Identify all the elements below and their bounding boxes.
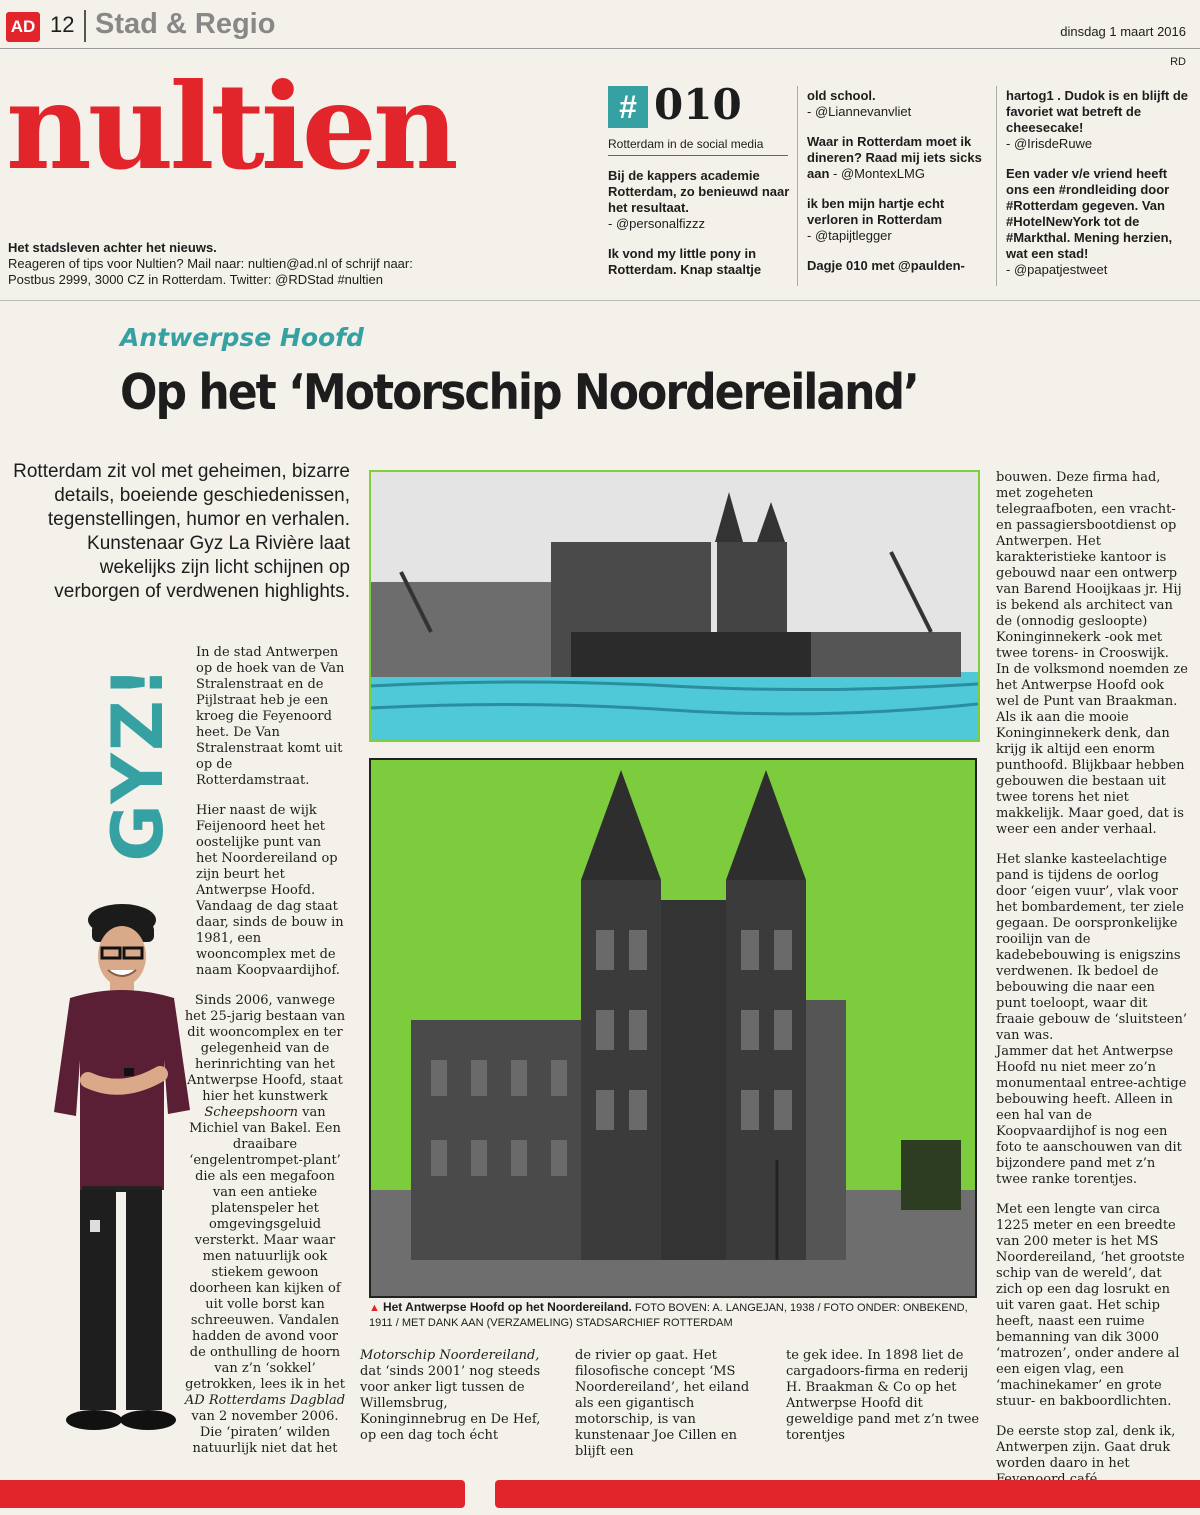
paragraph: In de volksmond noemden ze het Antwerpse Hoofd ook wel de Punt van Braakman. Als ik aan die mooie Koninginnekerk denk, dan krijg ik altijd een enorm punthoofd. Blijkbaar hebben gebouwen die bestaan uit twee torens het niet makkelijk. Maar goed, dat is weer een ander verhaal.: [996, 662, 1188, 837]
section-rule: [0, 300, 1200, 301]
social-rule: [608, 155, 788, 156]
paragraph: Jammer dat het Antwerpse Hoofd nu niet meer zo’n monumentaal entree-achtige bebouwing heeft. Alleen in een hal van de Koopvaardijhof is nog een foto te aanschouwen van dit bijzondere pand met z’n twee ranke torentjes.: [996, 1044, 1187, 1187]
section-title: Stad & Regio: [95, 8, 276, 40]
social-post: hartog1 . Dudok is en blijft de favoriet wat betreft de cheesecake! - @IrisdeRuwe: [1006, 88, 1189, 151]
header-rule: [0, 48, 1200, 49]
social-post: Bij de kappers academie Rotterdam, zo benieuwd naar het resultaat. - @personalfizzz: [608, 168, 790, 231]
article-column-2: [360, 1348, 556, 1458]
harbour-photo-1938: [369, 470, 980, 742]
footer-bar-left: [0, 1480, 465, 1508]
social-post: ik ben mijn hartje echt verloren in Rotterdam - @tapijtlegger: [807, 196, 945, 243]
social-number: 010: [654, 80, 742, 129]
article-column-1: [184, 645, 346, 1471]
social-column-1: [608, 168, 790, 292]
article-headline: Op het ‘Motorschip Noordereiland’: [120, 364, 918, 421]
article-kicker: Antwerpse Hoofd: [120, 323, 364, 352]
article-intro: Rotterdam zit vol met geheimen, bizarre details, boeiende geschiedenissen, tegenstellingen, humor en verhalen. Kunstenaar Gyz La Rivière laat wekelijks zijn licht schijnen op verborgen of verdwenen highlights.: [13, 461, 350, 602]
column-divider: [797, 86, 798, 286]
article-column-4: [786, 1348, 982, 1458]
paragraph: te gek idee. In 1898 liet de cargadoors-firma en rederij H. Braakman & Co op het Antwerpse Hoofd dit geweldige pand met z’n twee torentjes: [786, 1348, 980, 1443]
social-post: Dagje 010 met @paulden-: [807, 258, 965, 273]
social-post: Waar in Rotterdam moet ik dineren? Raad mij iets sicks aan - @MontexLMG: [807, 134, 982, 181]
column-divider: [996, 86, 997, 286]
author-portrait: [40, 890, 200, 1450]
article-column-3: [575, 1348, 771, 1474]
page-number: 12: [50, 12, 75, 37]
paragraph: Sinds 2006, vanwege het 25-jarig bestaan van dit wooncomplex en ter gelegenheid van de herinrichting van het Antwerpse Hoofd, staat hier het kunstwerk Scheepshoorn van Michiel van Bakel. Een draaibare ‘engelentrompet-plant’ die als een megafoon van een antieke platenspeler het omgevingsgeluid versterkt. Maar waar men natuurlijk ook stiekem gewoon doorheen kan kijken of uit volle borst kan schreeuwen. Vandalen hadden de avond voor de onthulling de hoorn van z’n ‘sokkel’ getrokken, lees ik in het AD Rotterdams Dagblad van 2 november 2006. Die ‘piraten’ wilden natuurlijk niet dat het: [184, 993, 346, 1456]
social-post: old school. - @Liannevanvliet: [807, 88, 912, 119]
footer-bar-right: [495, 1480, 1200, 1508]
edition-code: RD: [1170, 56, 1186, 68]
ad-logo: AD: [6, 12, 40, 42]
paragraph: Motorschip Noordereiland, dat ‘sinds 2001’ nog steeds voor anker ligt tussen de Willemsbrug, Koninginnebrug en De Hef, op een dag toch écht: [360, 1348, 541, 1443]
paragraph: De eerste stop zal, denk ik, Antwerpen zijn. Gaat druk worden daaro in het: [996, 1424, 1176, 1471]
paragraph: Hier naast de wijk Feijenoord heet het oostelijke punt van het Noordereiland op zijn beurt het Antwerpse Hoofd. Vandaag de dag staat daar, sinds de bouw in 1981, een wooncomplex met de naam Koopvaardijhof.: [196, 803, 344, 978]
social-column-3: [1006, 88, 1188, 292]
building-photo-1911: [369, 758, 977, 1298]
paragraph: de rivier op gaat. Het filosofische concept ‘MS Noordereiland’, het eiland als een gigantisch motorschip, is van kunstenaar Joe Cillen en blijft een: [575, 1348, 750, 1459]
issue-date: dinsdag 1 maart 2016: [1060, 24, 1186, 39]
paragraph: bouwen. Deze firma had, met zogeheten telegraafboten, een vracht- en passagiersbootdienst op Antwerpen. Het karakteristieke kantoor is gebouwd naar een ontwerp van Barend Hooijkaas jr. Hij is bekend als architect van de (onnodig gesloopte) Koninginnekerk -ook met twee torens- in Crooswijk.: [996, 470, 1182, 661]
header-divider: [84, 10, 86, 42]
masthead-contact: Reageren of tips voor Nultien? Mail naar: nultien@ad.nl of schrijf naar: Postbus 2999, 3000 CZ in Rotterdam. Twitter: @RDStad #nultien: [8, 256, 413, 287]
hashtag-icon: #: [608, 86, 648, 128]
paragraph: Het slanke kasteelachtige pand is tijdens de oorlog door ‘eigen vuur’, vlak voor het bombardement, ter ziele gegaan. De oorspronkelijke rooilijn van de kadebebouwing is enigszins verdwenen. Ik bedoel de bebouwing die naar een punt toeloopt, waar dit fraaie gebouw de ‘sluitsteen’ van was.: [996, 852, 1187, 1043]
social-column-2: [807, 88, 989, 288]
article-column-right: [996, 470, 1188, 1502]
social-subtitle: Rotterdam in de social media: [608, 137, 764, 151]
paragraph: In de stad Antwerpen op de hoek van de Van Stralenstraat en de Pijlstraat heb je een kroeg die Feyenoord heet. De Van Stralenstraat komt uit op de Rotterdamstraat.: [196, 645, 345, 788]
masthead-title: nultien: [6, 57, 455, 196]
caption-marker-icon: ▲: [369, 1302, 380, 1314]
author-badge: GYZ!: [97, 664, 179, 862]
masthead-tagline: Het stadsleven achter het nieuws.: [8, 240, 217, 255]
social-post: Een vader v/e vriend heeft ons een #rondleiding door #Rotterdam gegeven. Van #HotelNewYork tot de #Markthal. Mening herzien, wat een stad! - @papatjestweet: [1006, 166, 1173, 277]
social-post: Ik vond my little pony in Rotterdam. Knap staaltje: [608, 246, 762, 277]
photo-caption: ▲ Het Antwerpse Hoofd op het Noordereiland. FOTO BOVEN: A. LANGEJAN, 1938 / FOTO ONDER: ONBEKEND, 1911 / MET DANK AAN (VERZAMELING) STADSARCHIEF ROTTERDAM: [369, 1300, 968, 1329]
paragraph: Met een lengte van circa 1225 meter en een breedte van 200 meter is het MS Noordereiland, ‘het grootste schip van de wereld’, dat zich op een dag losrukt en uit varen gaat. Het schip heeft, naast een ruime bemanning van dik 3000 ‘matrozen’, onder andere al een eigen vlag, een ‘machinekamer’ en grote stuur- en bakboordlichten.: [996, 1202, 1185, 1409]
